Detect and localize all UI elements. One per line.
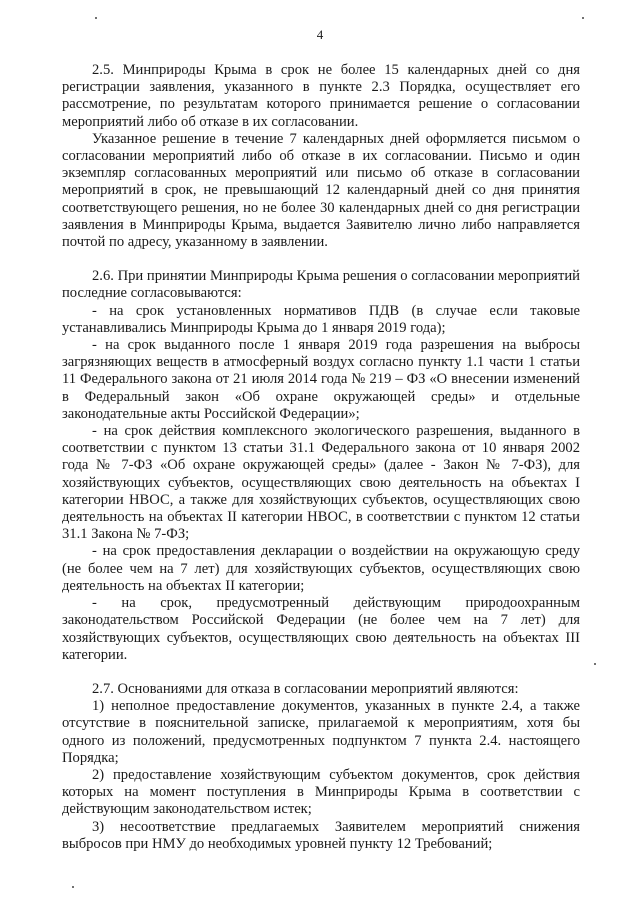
paragraph: 2.5. Минприроды Крыма в срок не более 15 календарных дней со дня регистрации заявления, указанного в пункте 2.3 Порядка, осуществляет его рассмотрение, по результатам которого принимается решение о согласовании мероприятий либо об отказе в их согласовании. — [62, 62, 580, 130]
list-item: 1) неполное предоставление документов, указанных в пункте 2.4, а также отсутствие в пояснительной записке, прилагаемой к мероприятиям, хотя бы одного из положений, предусмотренных подпунктом 7 пункта 2.4. настоящего Порядка; — [62, 698, 580, 766]
paragraph: 2.7. Основаниями для отказа в согласовании мероприятий являются: — [92, 680, 519, 697]
paragraph: 2.6. При принятии Минприроды Крыма решения о согласовании мероприятий последние согласовываются: — [62, 268, 580, 302]
section-2-5 — [62, 62, 580, 251]
paragraph: Указанное решение в течение 7 календарных дней оформляется письмом о согласовании мероприятий либо об отказе в их согласовании. Письмо и один экземпляр согласованных мероприятий или письмо об отказе в согласовании мероприятий в срок, не превышающий 12 календарный дней со дня принятия соответствующего решения, но не более 30 календарных дней со дня регистрации заявления в Минприроды Крыма, выдается Заявителю лично либо направляется почтой по адресу, указанному в заявлении. — [62, 130, 580, 251]
section-2-7 — [62, 681, 580, 853]
scan-speck — [95, 17, 97, 19]
section-gap — [62, 664, 580, 681]
list-item: - на срок действия комплексного экологического разрешения, выданного в соответствии с пунктом 13 статьи 31.1 Федерального закона от 10 января 2002 года № 7-ФЗ «Об охране окружающей среды» (далее - Закон № 7-ФЗ), для хозяйствующих субъектов, осуществляющих свою деятельность на объектах I категории НВОС, а также для хозяйствующих субъектов, осуществляющих свою деятельность на объектах II категории НВОС, в соответствии с пунктом 12 статьи 31.1 Закона № 7-ФЗ; — [62, 423, 580, 543]
list-item: - на срок предоставления декларации о воздействии на окружающую среду (не более чем на 7 лет) для хозяйствующих субъектов, осуществляющих свою деятельность на объектах II категории; — [62, 543, 580, 594]
scan-speck — [582, 17, 584, 19]
list-item: 3) несоответствие предлагаемых Заявителем мероприятий снижения выбросов при НМУ до необходимых уровней пункту 12 Требований; — [62, 818, 580, 852]
list-item: 2) предоставление хозяйствующим субъектом документов, срок действия которых на момент поступления в Минприроды Крыма в соответствии с действующим законодательством истек; — [62, 766, 580, 818]
scan-speck — [594, 663, 596, 665]
page-number: 4 — [316, 27, 324, 42]
list-item: - на срок установленных нормативов ПДВ (в случае если таковые устанавливались Минприроды Крыма до 1 января 2019 года); — [62, 302, 580, 336]
section-gap — [62, 251, 580, 268]
list-item: - на срок, предусмотренный действующим природоохранным законодательством Российской Федерации (не более чем на 7 лет) для хозяйствующих субъектов, осуществляющих свою деятельность на объектах III категории. — [62, 595, 580, 663]
list-item: - на срок выданного после 1 января 2019 года разрешения на выбросы загрязняющих веществ в атмосферный воздух согласно пункту 1.1 части 1 статьи 11 Федерального закона от 21 июля 2014 года № 219 – ФЗ «О внесении изменений в Федеральный закон «Об охране окружающей среды» и отдельные законодательные акты Российской Федерации»; — [62, 337, 580, 422]
document-body — [62, 62, 580, 853]
scan-speck — [72, 886, 74, 888]
section-2-6 — [62, 268, 580, 664]
